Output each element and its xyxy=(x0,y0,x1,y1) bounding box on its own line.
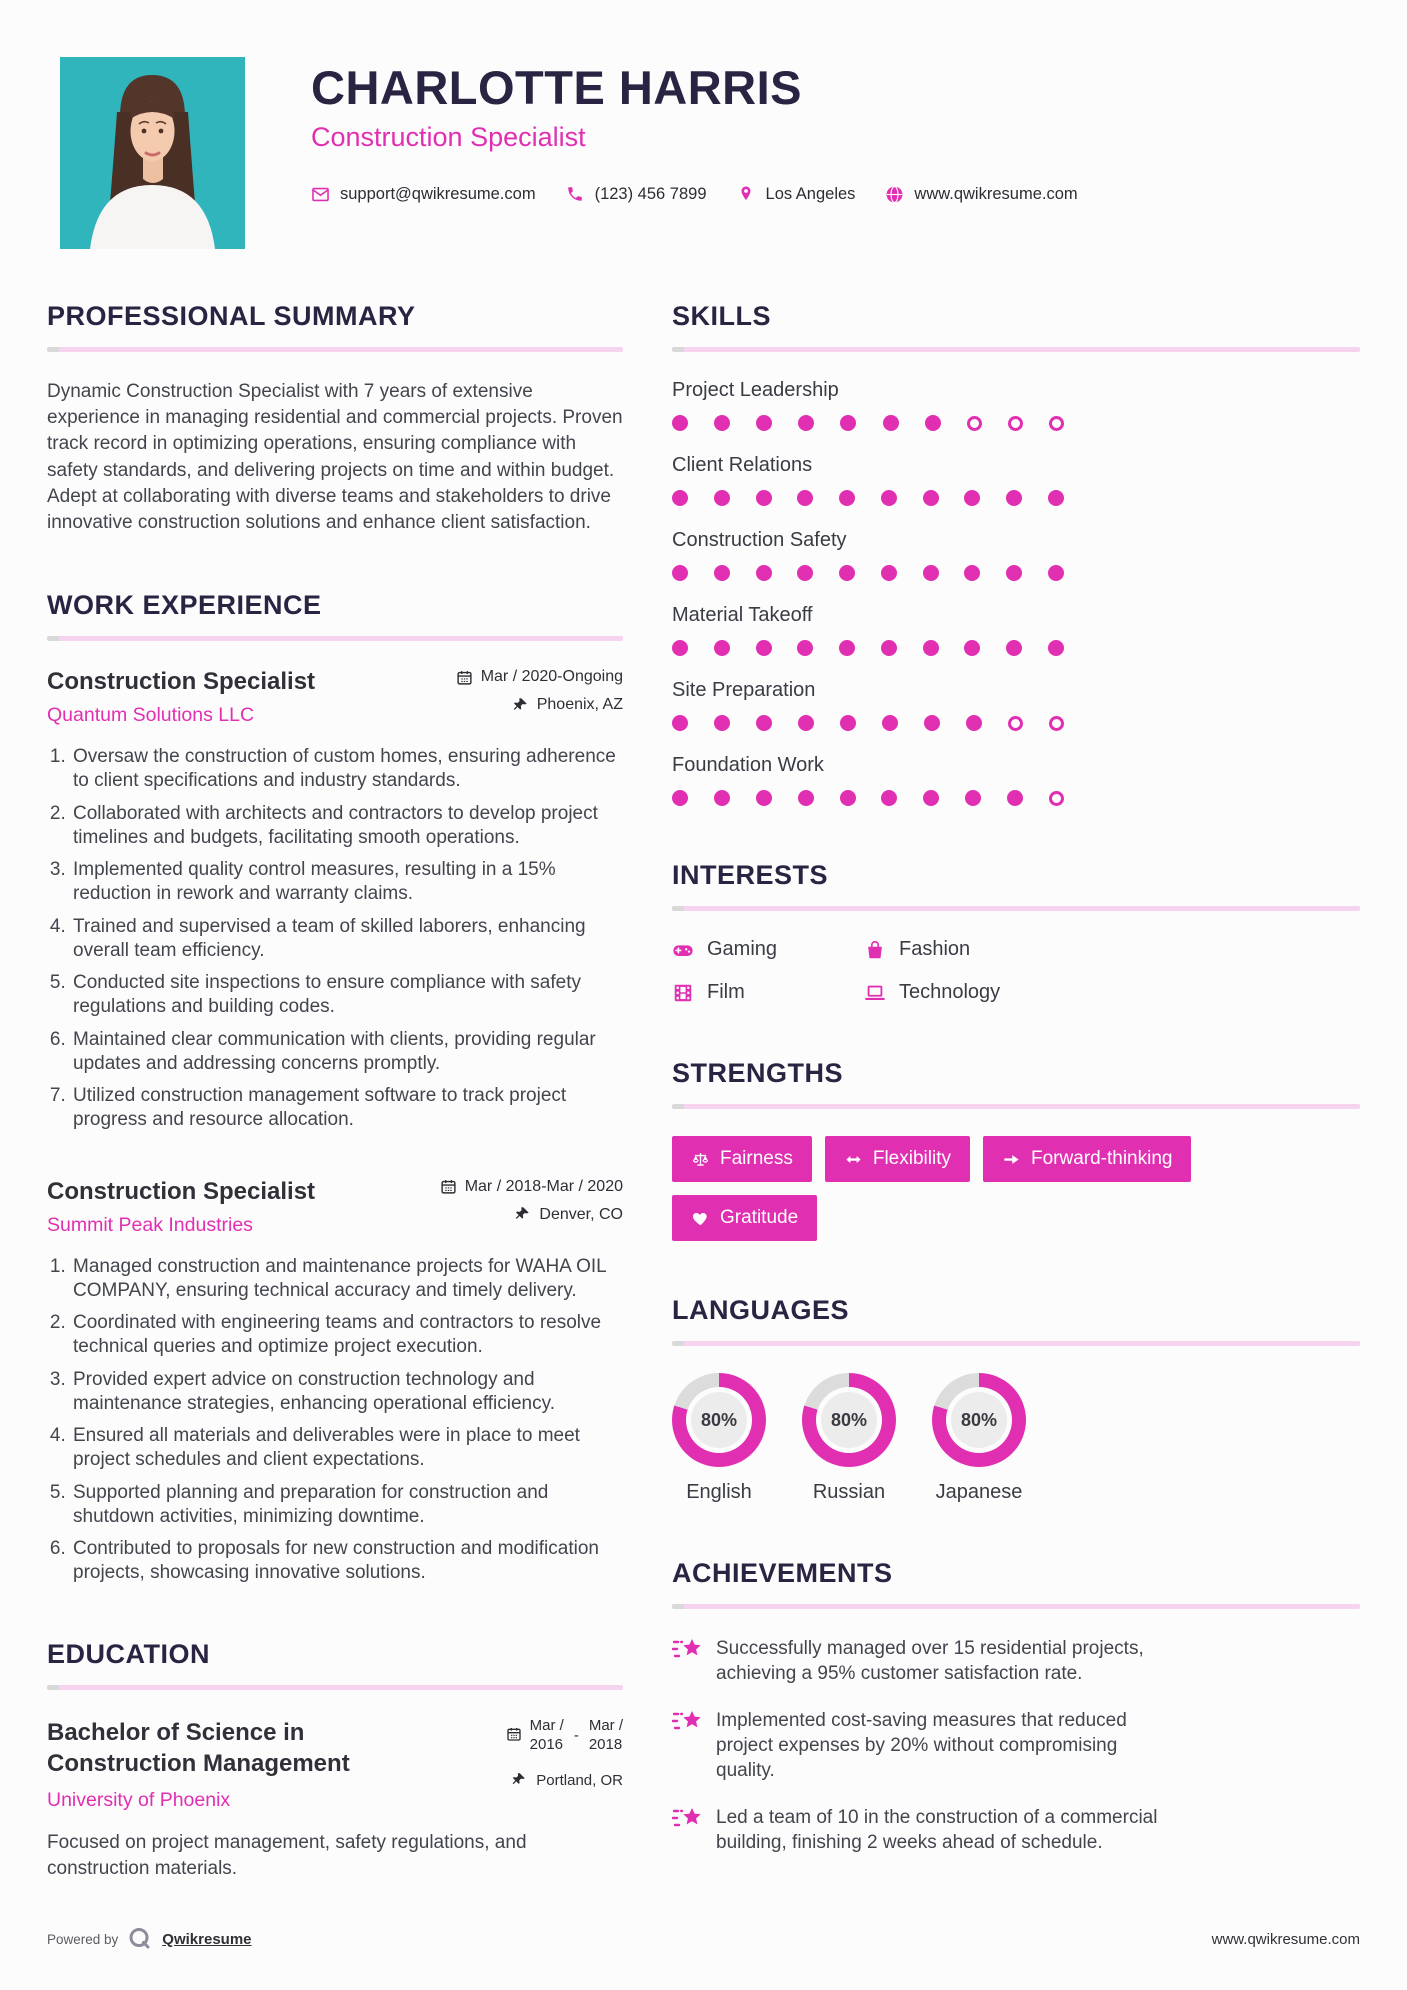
job-title: Construction Specialist xyxy=(47,1177,316,1205)
left-right-arrow-icon xyxy=(844,1150,863,1169)
achievement-text: Implemented cost-saving measures that reduced project expenses by 20% without compromising quality. xyxy=(716,1710,1127,1782)
job-bullet: 6. Maintained clear communication with clients, providing regular updates and addressing concerns promptly. xyxy=(71,1028,623,1076)
interest-item xyxy=(864,981,1360,1004)
job-header xyxy=(47,668,623,727)
donut-hole xyxy=(686,1387,752,1453)
interest-label: Fashion xyxy=(899,938,971,960)
strength-label: Forward-thinking xyxy=(1030,1148,1173,1169)
skill-rating xyxy=(672,565,1064,581)
contact-phone-text: (123) 456 7899 xyxy=(594,185,707,204)
contact-location-text: Los Angeles xyxy=(765,185,856,204)
calendar-icon xyxy=(440,1178,457,1195)
job-bullet: 2. Coordinated with engineering teams and contractors to resolve technical queries and optimize project execution. xyxy=(71,1311,623,1359)
language-donut-chart xyxy=(802,1373,896,1467)
education-location: Portland, OR xyxy=(536,1772,623,1790)
laptop-icon xyxy=(864,982,886,1004)
divider xyxy=(672,1104,1360,1109)
skill-dot-empty xyxy=(1049,716,1064,731)
strength-badge-flexibility xyxy=(825,1136,970,1182)
job-header xyxy=(47,1178,623,1237)
job-bullet: 3. Provided expert advice on construction technology and maintenance strategies, enhancing operational efficiency. xyxy=(71,1368,623,1416)
education-date-start-year: 2016 xyxy=(529,1735,564,1753)
job-title: Construction Specialist xyxy=(47,668,316,696)
skill-dot-empty xyxy=(1049,416,1064,431)
skill-dot-filled xyxy=(923,490,939,506)
gamepad-icon xyxy=(672,939,694,961)
section-strengths xyxy=(672,1058,1360,1241)
divider xyxy=(672,1604,1360,1609)
skill-dot-filled xyxy=(672,790,688,806)
job-bullet: 3. Implemented quality control measures, resulting in a 15% reduction in rework and warranty claims. xyxy=(71,858,623,906)
education-date-start-month: Mar / xyxy=(529,1716,564,1734)
skill-dot-filled xyxy=(840,715,856,731)
footer-brand-block xyxy=(47,1926,252,1952)
skill-dot-filled xyxy=(1007,790,1023,806)
powered-by-label: Powered by xyxy=(47,1931,119,1947)
skill-dot-filled xyxy=(924,715,940,731)
job-title-block xyxy=(47,1178,315,1237)
shopping-bag-icon xyxy=(864,939,886,961)
achievement-item xyxy=(672,1708,1360,1783)
skill-dot-filled xyxy=(756,790,772,806)
qwikresume-logo-icon xyxy=(127,1926,153,1952)
strength-badge-forward-thinking xyxy=(983,1136,1192,1182)
achievement-item xyxy=(672,1805,1360,1855)
skill-dot-filled xyxy=(840,415,856,431)
skill-dot-filled xyxy=(966,715,982,731)
skill-dot-filled xyxy=(714,565,730,581)
strength-label: Fairness xyxy=(720,1148,793,1169)
skill-dot-filled xyxy=(881,790,897,806)
skill-row xyxy=(672,379,1360,431)
education-school: University of Phoenix xyxy=(47,1789,231,1812)
skill-dot-filled xyxy=(883,415,899,431)
globe-icon xyxy=(885,185,904,204)
education-date-end xyxy=(589,1717,623,1755)
skill-dot-filled xyxy=(1048,490,1064,506)
skill-dot-filled xyxy=(798,415,814,431)
skill-rating xyxy=(672,415,1064,431)
job-bullet: 7. Utilized construction management software to track project progress and resource allocation. xyxy=(71,1084,623,1132)
summary-text: Dynamic Construction Specialist with 7 years of extensive experience in managing residential and commercial projects. Proven track record in optimizing operations, ensuring compliance with safety standards, and delivering projects on time and within budget. Adept at collaborating with diverse teams and stakeholders to drive innovative construction solutions and enhance client satisfaction. xyxy=(47,381,623,534)
skill-dot-filled xyxy=(840,790,856,806)
section-achievements xyxy=(672,1558,1360,1856)
skill-dot-empty xyxy=(967,416,982,431)
job-meta xyxy=(433,1178,623,1224)
footer xyxy=(47,1926,1360,1952)
skill-dot-filled xyxy=(714,490,730,506)
languages-list xyxy=(672,1373,1360,1504)
skill-dot-filled xyxy=(756,565,772,581)
job-title-block xyxy=(47,668,315,727)
calendar-icon xyxy=(456,669,473,686)
language-percent: 80% xyxy=(700,1409,738,1430)
job-bullet: 1. Oversaw the construction of custom homes, ensuring adherence to client specifications and industry standards. xyxy=(71,745,623,793)
skill-dot-filled xyxy=(1048,565,1064,581)
header xyxy=(0,0,1407,249)
scales-icon xyxy=(691,1150,710,1169)
job-meta xyxy=(433,668,623,714)
skill-name: Client Relations xyxy=(672,454,813,476)
skill-dot-filled xyxy=(797,565,813,581)
skill-dot-filled xyxy=(756,490,772,506)
skills-heading: SKILLS xyxy=(672,301,772,331)
shooting-star-icon xyxy=(672,1637,702,1663)
job-location: Denver, CO xyxy=(539,1205,623,1223)
job-bullet-list xyxy=(47,745,623,1132)
contact-email[interactable] xyxy=(311,185,536,204)
job-dates-row xyxy=(433,668,623,686)
heart-icon xyxy=(691,1209,710,1228)
job-bullet: 1. Managed construction and maintenance projects for WAHA OIL COMPANY, ensuring technical accuracy and timely delivery. xyxy=(71,1255,623,1303)
job-bullet: 2. Collaborated with architects and contractors to develop project timelines and budgets, facilitating smooth operations. xyxy=(71,802,623,850)
section-languages xyxy=(672,1295,1360,1504)
skill-rating xyxy=(672,640,1064,656)
job-bullet: 5. Conducted site inspections to ensure compliance with safety regulations and building codes. xyxy=(71,971,623,1019)
donut-center xyxy=(691,1392,747,1448)
skill-dot-filled xyxy=(839,640,855,656)
education-date-end-month: Mar / xyxy=(588,1716,623,1734)
achievement-text: Successfully managed over 15 residential projects, achieving a 95% customer satisfaction rate. xyxy=(716,1638,1144,1685)
footer-website[interactable]: www.qwikresume.com xyxy=(1211,1930,1360,1948)
education-date-separator: - xyxy=(573,1727,579,1745)
skill-dot-filled xyxy=(672,490,688,506)
skill-dot-empty xyxy=(1049,791,1064,806)
skill-rating xyxy=(672,715,1064,731)
contact-location xyxy=(737,185,856,204)
arrow-right-icon xyxy=(1002,1150,1021,1169)
language-name: Russian xyxy=(812,1481,886,1503)
interest-label: Film xyxy=(707,981,745,1003)
skill-name: Project Leadership xyxy=(672,379,839,401)
skill-row xyxy=(672,454,1360,506)
education-date-end-year: 2018 xyxy=(588,1735,623,1753)
skill-dot-filled xyxy=(1006,490,1022,506)
section-summary xyxy=(47,301,623,536)
skill-dot-filled xyxy=(672,415,688,431)
phone-icon xyxy=(566,185,585,204)
language-item xyxy=(802,1373,896,1504)
right-column xyxy=(672,301,1360,1883)
language-item xyxy=(672,1373,766,1504)
job-bullet: 4. Trained and supervised a team of skilled laborers, enhancing overall team efficiency. xyxy=(71,915,623,963)
skill-row xyxy=(672,754,1360,806)
skill-dot-filled xyxy=(672,715,688,731)
language-percent: 80% xyxy=(830,1409,868,1430)
job-bullet: 4. Ensured all materials and deliverables were in place to meet project schedules and client expectations. xyxy=(71,1424,623,1472)
header-text xyxy=(311,57,1078,204)
donut-center xyxy=(821,1392,877,1448)
languages-heading: LANGUAGES xyxy=(672,1295,850,1325)
contact-website-text: www.qwikresume.com xyxy=(914,185,1078,204)
education-location-row xyxy=(433,1772,623,1789)
education-dates-row xyxy=(433,1717,623,1755)
job-location-row xyxy=(433,696,623,714)
divider xyxy=(47,1685,623,1690)
section-skills xyxy=(672,301,1360,806)
education-degree: Bachelor of Science in Construction Management xyxy=(47,1718,350,1777)
skill-row xyxy=(672,529,1360,581)
skill-dot-filled xyxy=(797,640,813,656)
skill-dot-filled xyxy=(1048,640,1064,656)
interests-grid xyxy=(672,938,1360,1004)
education-meta xyxy=(433,1717,623,1790)
job-location: Phoenix, AZ xyxy=(536,696,623,714)
left-column xyxy=(47,301,623,1883)
contact-row xyxy=(311,185,1078,204)
job-entry xyxy=(47,1178,623,1585)
donut-hole xyxy=(816,1387,882,1453)
job-dates: Mar / 2018-Mar / 2020 xyxy=(464,1177,623,1195)
divider xyxy=(672,906,1360,911)
skill-dot-empty xyxy=(1008,716,1023,731)
job-company: Summit Peak Industries xyxy=(47,1213,253,1236)
skill-dot-filled xyxy=(714,715,730,731)
donut-hole xyxy=(946,1387,1012,1453)
donut-center xyxy=(951,1392,1007,1448)
skill-dot-filled xyxy=(1006,640,1022,656)
interest-item xyxy=(672,938,864,961)
job-bullet: 6. Contributed to proposals for new construction and modification projects, showcasing innovative solutions. xyxy=(71,1537,623,1585)
strength-label: Flexibility xyxy=(872,1148,951,1169)
job-dates-row xyxy=(433,1178,623,1196)
skill-name: Foundation Work xyxy=(672,754,824,776)
skill-dot-filled xyxy=(839,490,855,506)
skill-dot-filled xyxy=(798,715,814,731)
skill-dot-filled xyxy=(881,565,897,581)
skill-dot-filled xyxy=(756,415,772,431)
qwikresume-link[interactable]: Qwikresume xyxy=(162,1930,252,1948)
candidate-title: Construction Specialist xyxy=(311,122,586,153)
calendar-icon xyxy=(506,1726,522,1746)
language-donut-chart xyxy=(672,1373,766,1467)
experience-heading: WORK EXPERIENCE xyxy=(47,590,322,621)
education-date-start xyxy=(530,1717,564,1755)
divider xyxy=(47,347,623,352)
skill-dot-filled xyxy=(672,565,688,581)
pushpin-icon xyxy=(512,697,529,714)
shooting-star-icon xyxy=(672,1806,702,1832)
contact-phone[interactable] xyxy=(566,185,707,204)
job-bullet: 5. Supported planning and preparation for construction and shutdown activities, minimizing downtime. xyxy=(71,1481,623,1529)
film-icon xyxy=(672,982,694,1004)
skill-dot-empty xyxy=(1008,416,1023,431)
strength-badge-gratitude xyxy=(672,1195,817,1241)
skill-dot-filled xyxy=(1006,565,1022,581)
strength-label: Gratitude xyxy=(720,1207,799,1228)
skill-dot-filled xyxy=(714,790,730,806)
strengths-heading: STRENGTHS xyxy=(672,1058,844,1088)
language-percent: 80% xyxy=(960,1409,998,1430)
skill-dot-filled xyxy=(964,640,980,656)
skill-dot-filled xyxy=(714,415,730,431)
skill-rating xyxy=(672,490,1064,506)
skill-dot-filled xyxy=(714,640,730,656)
skill-dot-filled xyxy=(925,415,941,431)
achievement-item xyxy=(672,1636,1360,1686)
section-interests xyxy=(672,860,1360,1004)
skill-row xyxy=(672,679,1360,731)
skill-dot-filled xyxy=(923,790,939,806)
skill-dot-filled xyxy=(923,640,939,656)
skill-rating xyxy=(672,790,1064,806)
skill-dot-filled xyxy=(964,490,980,506)
contact-website[interactable] xyxy=(885,185,1077,204)
skill-dot-filled xyxy=(964,565,980,581)
skill-dot-filled xyxy=(881,640,897,656)
education-description: Focused on project management, safety regulations, and construction materials. xyxy=(47,1832,527,1880)
job-location-row xyxy=(433,1206,623,1224)
contact-email-text: support@qwikresume.com xyxy=(340,185,536,204)
profile-photo xyxy=(60,57,245,249)
content-columns xyxy=(0,301,1407,1883)
interest-label: Gaming xyxy=(707,938,778,960)
job-dates: Mar / 2020-Ongoing xyxy=(480,668,623,686)
achievement-text: Led a team of 10 in the construction of a commercial building, finishing 2 weeks ahead of schedule. xyxy=(716,1807,1158,1854)
location-pin-icon xyxy=(737,185,756,204)
language-donut-chart xyxy=(932,1373,1026,1467)
interest-item xyxy=(672,981,864,1004)
education-title-block xyxy=(47,1717,407,1812)
section-experience xyxy=(47,590,623,1585)
divider xyxy=(672,1341,1360,1346)
education-header xyxy=(47,1717,623,1812)
job-bullet-list xyxy=(47,1255,623,1585)
shooting-star-icon xyxy=(672,1709,702,1735)
skill-name: Site Preparation xyxy=(672,679,816,701)
pushpin-icon xyxy=(511,1772,528,1789)
achievements-heading: ACHIEVEMENTS xyxy=(672,1558,893,1588)
strengths-list xyxy=(672,1136,1232,1241)
skill-dot-filled xyxy=(923,565,939,581)
skill-dot-filled xyxy=(881,490,897,506)
skill-name: Construction Safety xyxy=(672,529,847,551)
skill-dot-filled xyxy=(882,715,898,731)
divider xyxy=(47,636,623,641)
skill-row xyxy=(672,604,1360,656)
interest-item xyxy=(864,938,1360,961)
summary-heading: PROFESSIONAL SUMMARY xyxy=(47,301,416,331)
language-name: English xyxy=(686,1481,752,1503)
language-name: Japanese xyxy=(935,1481,1023,1503)
pushpin-icon xyxy=(514,1206,531,1223)
skill-dot-filled xyxy=(797,490,813,506)
candidate-name: CHARLOTTE HARRIS xyxy=(311,61,803,114)
skill-dot-filled xyxy=(798,790,814,806)
skill-name: Material Takeoff xyxy=(672,604,813,626)
job-entry xyxy=(47,668,623,1132)
skill-dot-filled xyxy=(965,790,981,806)
divider xyxy=(672,347,1360,352)
interests-heading: INTERESTS xyxy=(672,860,829,890)
skill-dot-filled xyxy=(756,640,772,656)
skill-dot-filled xyxy=(839,565,855,581)
interest-label: Technology xyxy=(899,981,1001,1003)
education-heading: EDUCATION xyxy=(47,1638,210,1669)
email-icon xyxy=(311,185,330,204)
language-item xyxy=(932,1373,1026,1504)
profile-photo-illustration xyxy=(60,57,245,249)
job-company: Quantum Solutions LLC xyxy=(47,704,255,727)
section-education xyxy=(47,1639,623,1883)
skill-dot-filled xyxy=(756,715,772,731)
skill-dot-filled xyxy=(672,640,688,656)
strength-badge-fairness xyxy=(672,1136,812,1182)
